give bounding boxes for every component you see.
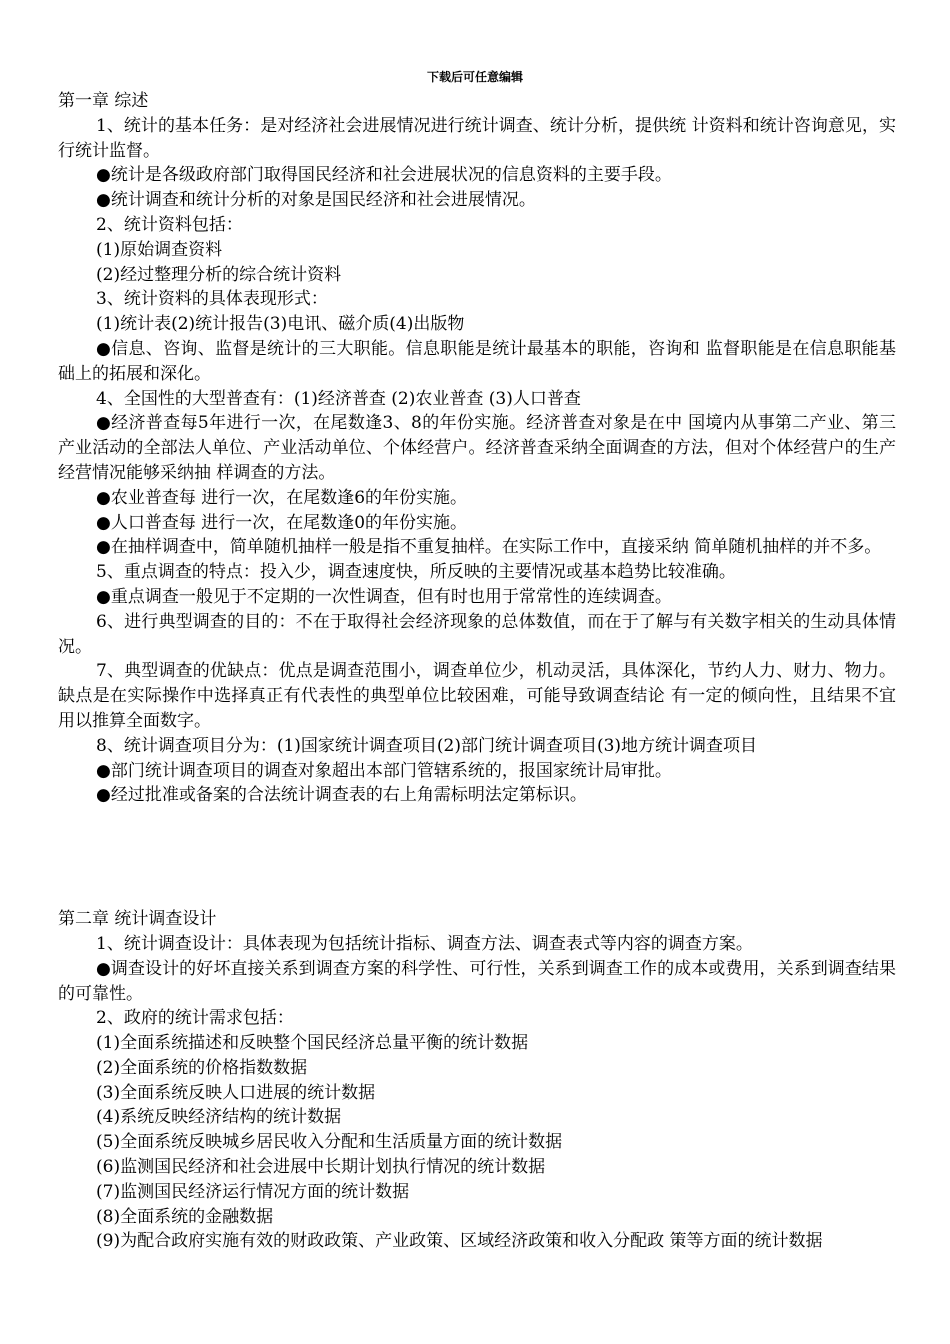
paragraph: (6)监测国民经济和社会进展中长期计划执行情况的统计数据 xyxy=(96,1157,546,1178)
paragraph: (9)为配合政府实施有效的财政政策、产业政策、区域经济政策和收入分配政 策等方面的统计数据 xyxy=(96,1231,823,1252)
paragraph: ●经过批准或备案的合法统计调查表的右上角需标明法定第标识。 xyxy=(96,785,587,806)
paragraph: 5、重点调查的特点：投入少，调查速度快，所反映的主要情况或基本趋势比较准确。 xyxy=(96,562,736,583)
paragraph: ●调查设计的好坏直接关系到调查方案的科学性、可行性，关系到调查工作的成本或费用，关系到调查结果的可靠性。 xyxy=(58,958,896,1004)
paragraph: 6、进行典型调查的目的：不在于取得社会经济现象的总体数值，而在于了解与有关数字相关的生动具体情况。 xyxy=(58,611,896,657)
paragraph: 8、统计调查项目分为：(1)国家统计调查项目(2)部门统计调查项目(3)地方统计调查项目 xyxy=(96,735,758,756)
paragraph: ●人口普查每 进行一次，在尾数逢0的年份实施。 xyxy=(96,512,468,533)
paragraph: ●重点调查一般见于不定期的一次性调查，但有时也用于常常性的连续调查。 xyxy=(96,586,672,607)
paragraph: (2)经过整理分析的综合统计资料 xyxy=(96,264,342,285)
paragraph: (2)全面系统的价格指数数据 xyxy=(96,1057,308,1078)
paragraph: 2、统计资料包括： xyxy=(96,214,243,235)
paragraph: 7、典型调查的优缺点：优点是调查范围小，调查单位少，机动灵活，具体深化，节约人力、财力、物力。缺点是在实际操作中选择真正有代表性的典型单位比较困难，可能导致调查结论 有一定的倾向性，且结果不宜用以推算全面数字。 xyxy=(58,661,896,731)
paragraph: ●统计调查和统计分析的对象是国民经济和社会进展情况。 xyxy=(96,190,536,211)
chapter-2 xyxy=(58,907,896,1254)
paragraph: ●在抽样调查中，简单随机抽样一般是指不重复抽样。在实际工作中，直接采纳 简单随机抽样的并不多。 xyxy=(96,537,882,558)
paragraph: 3、统计资料的具体表现形式： xyxy=(96,289,328,310)
paragraph: (8)全面系统的金融数据 xyxy=(96,1206,274,1227)
paragraph: (1)原始调查资料 xyxy=(96,239,223,260)
paragraph: ●农业普查每 进行一次，在尾数逢6的年份实施。 xyxy=(96,487,468,508)
chapter-title: 第二章 统计调查设计 xyxy=(58,909,217,930)
section-gap xyxy=(58,808,896,907)
chapter-title: 第一章 综述 xyxy=(58,91,149,111)
paragraph: 4、全国性的大型普查有：(1)经济普查 (2)农业普查 (3)人口普查 xyxy=(96,388,581,409)
chapter-1 xyxy=(58,89,896,808)
paragraph: 1、统计调查设计：具体表现为包括统计指标、调查方法、调查表式等内容的调查方案。 xyxy=(96,933,753,954)
paragraph: ●信息、咨询、监督是统计的三大职能。信息职能是统计最基本的职能，咨询和 监督职能是在信息职能基础上的拓展和深化。 xyxy=(58,338,896,384)
paragraph: ●经济普查每5年进行一次，在尾数逢3、8的年份实施。经济普查对象是在中 国境内从事第二产业、第三产业活动的全部法人单位、产业活动单位、个体经营户。经济普查采纳全面调查的方法，但对个体经营户的生产经营情况能够采纳抽 样调查的方法。 xyxy=(58,413,896,483)
page-header: 下载后可任意编辑 xyxy=(426,70,523,84)
paragraph: 2、政府的统计需求包括： xyxy=(96,1008,294,1029)
paragraph: (1)统计表(2)统计报告(3)电讯、磁介质(4)出版物 xyxy=(96,314,465,335)
paragraph: ●统计是各级政府部门取得国民经济和社会进展状况的信息资料的主要手段。 xyxy=(96,165,672,186)
document-body xyxy=(58,89,896,1254)
paragraph: (3)全面系统反映人口进展的统计数据 xyxy=(96,1082,376,1103)
paragraph: (4)系统反映经济结构的统计数据 xyxy=(96,1107,342,1128)
paragraph: (1)全面系统描述和反映整个国民经济总量平衡的统计数据 xyxy=(96,1033,529,1054)
paragraph: 1、统计的基本任务：是对经济社会进展情况进行统计调查、统计分析，提供统 计资料和统计咨询意见，实行统计监督。 xyxy=(58,115,896,161)
paragraph: (5)全面系统反映城乡居民收入分配和生活质量方面的统计数据 xyxy=(96,1132,563,1153)
paragraph: (7)监测国民经济运行情况方面的统计数据 xyxy=(96,1181,410,1202)
paragraph: ●部门统计调查项目的调查对象超出本部门管辖系统的，报国家统计局审批。 xyxy=(96,760,672,781)
